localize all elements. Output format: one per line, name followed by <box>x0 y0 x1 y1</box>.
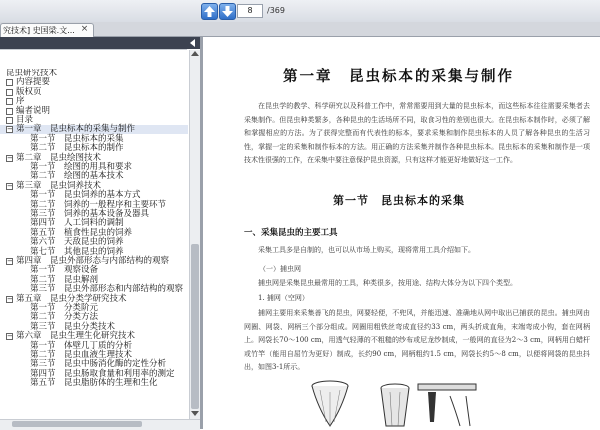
sidebar-item-label: 第三节 饲养的基本设备及器具 <box>30 209 150 219</box>
intro-paragraph: 在昆虫学的教学、科学研究以及科普工作中，常常需要用到大量的昆虫标本，而这些标本往往需要采集者去采集制作。但昆虫种类繁多，各种昆虫的生活场所不同，取食习性的差别也很大。在昆虫标本制作时，必须了解和掌握相应的方法。为了获得完整而有代表性的标本，要求采集和制作昆虫标本的人员了解各种昆虫的生活习性，掌握一定的采集和制作标本的方法。用正确的方法采集并制作各种昆虫标本。昆虫标本的采集和制作是一项技术性很强的工作，在采集中要注意保护昆虫资源，只有这样才能更好地做好这一工作。 <box>244 102 590 165</box>
sidebar-item-label: 第二节 昆虫血液生理技术 <box>30 350 133 360</box>
sidebar-item-label: 第五章 昆虫分类学研究技术 <box>16 293 127 304</box>
sidebar-item-label: 第三节 昆虫中肠消化酶的定性分析 <box>30 359 167 370</box>
sidebar-item-label: 第四章 昆虫外部形态与内部结构的观察 <box>16 256 170 266</box>
next-page-button[interactable] <box>219 3 236 20</box>
tools-paragraph: 采集工具多是自制的，也可以从市场上购买，现将常用工具介绍如下。 <box>258 246 475 254</box>
collapse-toggle-icon[interactable]: − <box>7 153 13 162</box>
sidebar-item[interactable] <box>0 144 188 153</box>
sidebar-item-label: 第六节 天敌昆虫的饲养 <box>30 237 124 248</box>
sidebar-item-label: 第五节 昆虫脂肪体的生理和生化 <box>30 378 158 389</box>
collapse-toggle-icon[interactable]: − <box>7 332 13 341</box>
collapse-toggle-icon[interactable]: − <box>7 181 13 190</box>
bookmark-node-icon[interactable] <box>6 89 13 96</box>
sidebar-item-label: 编者说明 <box>16 105 51 116</box>
sidebar-item-label: 第六章 昆虫生理生化研究技术 <box>16 331 136 342</box>
sidebar-item-label: 第四节 昆虫肠取食量和利用率的测定 <box>30 368 175 379</box>
tab-title: 究技术] 史国梁.文... <box>3 26 75 35</box>
chapter-title: 第一章 昆虫标本的采集与制作 <box>283 68 514 85</box>
sidebar-header <box>0 37 200 49</box>
sidebar-item-label: 第二节 分类方法 <box>30 312 99 323</box>
top-toolbar <box>0 0 600 23</box>
sub-heading: （一）捕虫网 <box>259 265 301 273</box>
sidebar-item-label: 第三章 昆虫饲养技术 <box>16 180 102 191</box>
sidebar-item-label: 第七节 其他昆虫的饲养 <box>30 246 124 257</box>
arrow-down-icon <box>220 4 235 19</box>
collapse-toggle-icon[interactable]: − <box>7 294 13 303</box>
sidebar-item-label: 第一节 体壁几丁质的分析 <box>30 340 133 351</box>
previous-page-button[interactable] <box>201 3 218 20</box>
section-title: 第一节 昆虫标本的采集 <box>333 194 465 207</box>
page-total-label: /369 <box>267 6 285 15</box>
page-number-input[interactable] <box>237 4 263 18</box>
sidebar-horizontal-thumb[interactable] <box>12 421 142 427</box>
collapse-toggle-icon[interactable]: − <box>7 257 13 265</box>
sidebar-item-label: 第一节 分类阶元 <box>30 303 99 313</box>
sidebar-item[interactable] <box>0 88 188 97</box>
sidebar-item[interactable] <box>0 97 188 106</box>
sidebar-item-label: 序 <box>16 96 25 107</box>
sidebar-item-label: 第一节 昆虫标本的采集 <box>30 133 124 144</box>
sidebar-item-label: 第一章 昆虫标本的采集与制作 <box>16 124 136 135</box>
arrow-up-icon <box>202 4 217 19</box>
sidebar-item-label: 第五节 植食性昆虫的饲养 <box>30 227 133 238</box>
sidebar-item-label: 第二节 绘图的基本技术 <box>30 171 124 182</box>
insect-net-figure <box>300 378 490 429</box>
sidebar-item-label: 目录 <box>16 115 34 125</box>
sidebar-item-label: 内容提要 <box>16 77 51 88</box>
sidebar-item[interactable] <box>0 238 188 247</box>
sidebar-item-label: 第四节 人工饲料的调制 <box>30 218 124 229</box>
bookmark-node-icon[interactable] <box>6 98 13 105</box>
close-tab-icon[interactable]: × <box>80 24 89 34</box>
bookmark-node-icon[interactable] <box>6 117 13 124</box>
sidebar-scrollbar-thumb[interactable] <box>191 244 199 409</box>
collapse-sidebar-icon[interactable] <box>190 39 195 47</box>
sidebar-item[interactable] <box>0 191 188 200</box>
sidebar-item-label: 昆虫研究技术 <box>6 69 58 78</box>
collapse-toggle-icon[interactable]: − <box>7 125 13 134</box>
section-heading: 一、采集昆虫的主要工具 <box>244 228 338 238</box>
sidebar-item[interactable] <box>0 379 188 388</box>
sidebar-item-label: 第二章 昆虫绘图技术 <box>16 152 102 163</box>
sidebar-item-label: 第二节 饲养的一般程序和主要环节 <box>30 199 167 210</box>
sidebar-item-label: 第二节 昆虫解剖 <box>30 274 99 285</box>
sidebar-item-label: 第一节 绘图的用具和要求 <box>30 162 133 172</box>
sidebar-item-label: 版权页 <box>16 86 42 97</box>
sidebar-item-label: 第三节 昆虫外部形态和内部结构的观察 <box>30 284 184 295</box>
sidebar-item-label: 第一节 昆虫饲养的基本方式 <box>30 190 141 201</box>
net-detail-paragraph: 捕网主要用来采集善飞的昆虫，网要轻便，不兜风，并能迅速、准确地从网中取出已捕获的昆虫。捕虫网由网圈、网袋、网柄三个部分组成。网圈用粗铁丝弯成直径约33 cm，两头折成直角，末端弯成小钩，套在网柄上。网袋长70～100 cm，用透气轻薄的不粗糙的纱布或尼龙纱制成，一般网的直径为2～3 cm，网柄用白蜡杆或竹竿（能用自屈竹为更好）制成，长约90 cm，网柄粗约1.5 cm，网袋长约5～8 cm，以便将网袋的昆虫抖出，如图3-1所示。 <box>244 309 590 372</box>
bookmark-tree <box>0 69 188 419</box>
bookmark-node-icon[interactable] <box>6 108 13 115</box>
sidebar-item[interactable] <box>0 332 188 341</box>
sidebar-item-label: 第一节 观察设备 <box>30 265 99 276</box>
net-item: 1. 捕网（空网） <box>258 294 309 302</box>
sidebar-item-label: 第三节 昆虫分类技术 <box>30 321 116 332</box>
bookmark-node-icon[interactable] <box>6 79 13 86</box>
net-paragraph: 捕虫网是采集昆虫最常用的工具，种类很多，按用途、结构大体分为以下四个类型。 <box>258 279 517 287</box>
sidebar-item-label: 第二节 昆虫标本的制作 <box>30 143 124 154</box>
sidebar-divider <box>0 49 187 50</box>
scroll-up-icon[interactable] <box>191 51 199 56</box>
scroll-down-icon[interactable] <box>191 411 199 416</box>
sidebar-item[interactable] <box>0 285 188 294</box>
